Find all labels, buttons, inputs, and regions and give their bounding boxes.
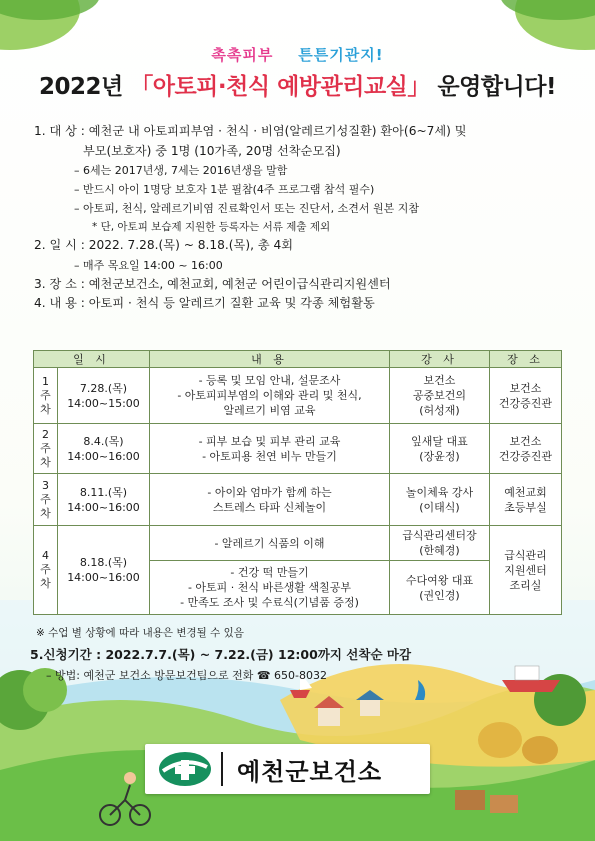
cyclist-head bbox=[124, 772, 136, 784]
instructor-cell: 보건소 공중보건의 (허성재) bbox=[390, 368, 490, 424]
target-note: * 단, 아토피 보습제 지원한 등록자는 서류 제출 제외 bbox=[92, 221, 331, 233]
boat-icon bbox=[502, 680, 560, 692]
logo-text: 예천군보건소 bbox=[237, 757, 383, 786]
datetime-cell: 8.4.(목) 14:00~16:00 bbox=[58, 424, 150, 474]
title-highlight: 「아토피·천식 예방관리교실」 bbox=[130, 74, 430, 100]
week-cell: 2 주 차 bbox=[34, 424, 58, 474]
haystack-1 bbox=[478, 722, 522, 758]
schedule-header-row bbox=[34, 351, 562, 368]
header-place: 장 소 bbox=[490, 351, 562, 368]
target-sub-3: – 아토피, 천식, 알레르기비염 진료확인서 또는 진단서, 소견서 원본 지참 bbox=[74, 202, 419, 215]
table-row bbox=[34, 474, 562, 526]
place-line: 3. 장 소 : 예천군보건소, 예천교회, 예천군 어린이급식관리지원센터 bbox=[34, 276, 391, 291]
content-cell: - 알레르기 식품의 이해 bbox=[150, 526, 390, 561]
health-center-emblem-icon bbox=[157, 750, 213, 788]
place-cell: 예천교회 초등부실 bbox=[490, 474, 562, 526]
tagline-part2: 튼튼기관지! bbox=[298, 46, 384, 64]
table-row bbox=[34, 424, 562, 474]
table-row bbox=[34, 526, 562, 561]
datetime-cell: 8.18.(목) 14:00~16:00 bbox=[58, 526, 150, 615]
date-line: 2. 일 시 : 2022. 7.28.(목) ~ 8.18.(목), 총 4회 bbox=[34, 238, 294, 252]
week-cell: 3 주 차 bbox=[34, 474, 58, 526]
content-cell: - 아이와 엄마가 함께 하는 스트레스 타파 신체놀이 bbox=[150, 474, 390, 526]
target-sub-2: – 반드시 아이 1명당 보호자 1분 필참(4주 프로그램 참석 필수) bbox=[74, 183, 375, 196]
place-cell: 급식관리 지원센터 조리실 bbox=[490, 526, 562, 615]
header-content: 내 용 bbox=[150, 351, 390, 368]
house-2 bbox=[360, 700, 380, 716]
details-section bbox=[34, 122, 574, 314]
tagline bbox=[0, 44, 595, 65]
header-datetime: 일 시 bbox=[34, 351, 150, 368]
date-sub: – 매주 목요일 14:00 ~ 16:00 bbox=[74, 258, 223, 272]
target-line-2: 부모(보호자) 중 1명 (10가족, 20명 선착순모집) bbox=[83, 143, 341, 158]
place-cell: 보건소 건강증진관 bbox=[490, 424, 562, 474]
instructor-cell: 놀이체육 강사 (이태식) bbox=[390, 474, 490, 526]
tagline-part1: 촉촉피부 bbox=[211, 46, 274, 64]
content-line: 4. 내 용 : 아토피 · 천식 등 알레르기 질환 교육 및 각종 체험활동 bbox=[34, 296, 375, 310]
instructor-cell: 급식관리센터장 (한혜경) bbox=[390, 526, 490, 561]
header-instructor: 강 사 bbox=[390, 351, 490, 368]
haystack-2 bbox=[522, 736, 558, 764]
change-notice: ※ 수업 별 상황에 따라 내용은 변경될 수 있음 bbox=[36, 627, 244, 639]
crate-2 bbox=[490, 795, 518, 813]
content-cell: - 피부 보습 및 피부 관리 교육 - 아토피용 천연 비누 만들기 bbox=[150, 424, 390, 474]
datetime-cell: 8.11.(목) 14:00~16:00 bbox=[58, 474, 150, 526]
target-line-1: 1. 대 상 : 예천군 내 아토피피부염 · 천식 · 비염(알레르기성질환) 환아(6~7세) 및 bbox=[34, 124, 467, 138]
application-method: – 방법: 예천군 보건소 방문보건팀으로 전화 ☎ 650-8032 bbox=[46, 669, 327, 682]
house-1 bbox=[318, 708, 340, 726]
schedule-table bbox=[33, 350, 562, 615]
boat-cabin bbox=[515, 666, 539, 680]
instructor-cell: 수다여왕 대표 (권인경) bbox=[390, 561, 490, 615]
title-prefix: 2022년 bbox=[38, 74, 123, 100]
title-suffix: 운영합니다! bbox=[437, 74, 556, 100]
place-cell: 보건소 건강증진관 bbox=[490, 368, 562, 424]
leaf-corner-left-dark bbox=[0, 0, 100, 20]
application-period: 5.신청기간 : 2022.7.7.(목) ~ 7.22.(금) 12:00까지 선착순 마감 bbox=[30, 647, 412, 662]
target-sub-1: – 6세는 2017년생, 7세는 2016년생을 말함 bbox=[74, 164, 288, 177]
crate-1 bbox=[455, 790, 485, 810]
datetime-cell: 7.28.(목) 14:00~15:00 bbox=[58, 368, 150, 424]
logo-divider bbox=[221, 752, 223, 786]
health-center-logo bbox=[145, 744, 430, 794]
instructor-cell: 잎새달 대표 (장윤정) bbox=[390, 424, 490, 474]
content-cell: - 건강 떡 만들기 - 아토피 · 천식 바른생활 색칠공부 - 만족도 조사 및 수료식(기념품 증정) bbox=[150, 561, 390, 615]
week-cell: 1 주 차 bbox=[34, 368, 58, 424]
week-cell: 4 주 차 bbox=[34, 526, 58, 615]
content-cell: - 등록 및 모임 안내, 설문조사 - 아토피피부염의 이해와 관리 및 천식, 알레르기 비염 교육 bbox=[150, 368, 390, 424]
page-title bbox=[0, 68, 595, 101]
table-row bbox=[34, 368, 562, 424]
leaf-corner-right-dark bbox=[500, 0, 595, 20]
